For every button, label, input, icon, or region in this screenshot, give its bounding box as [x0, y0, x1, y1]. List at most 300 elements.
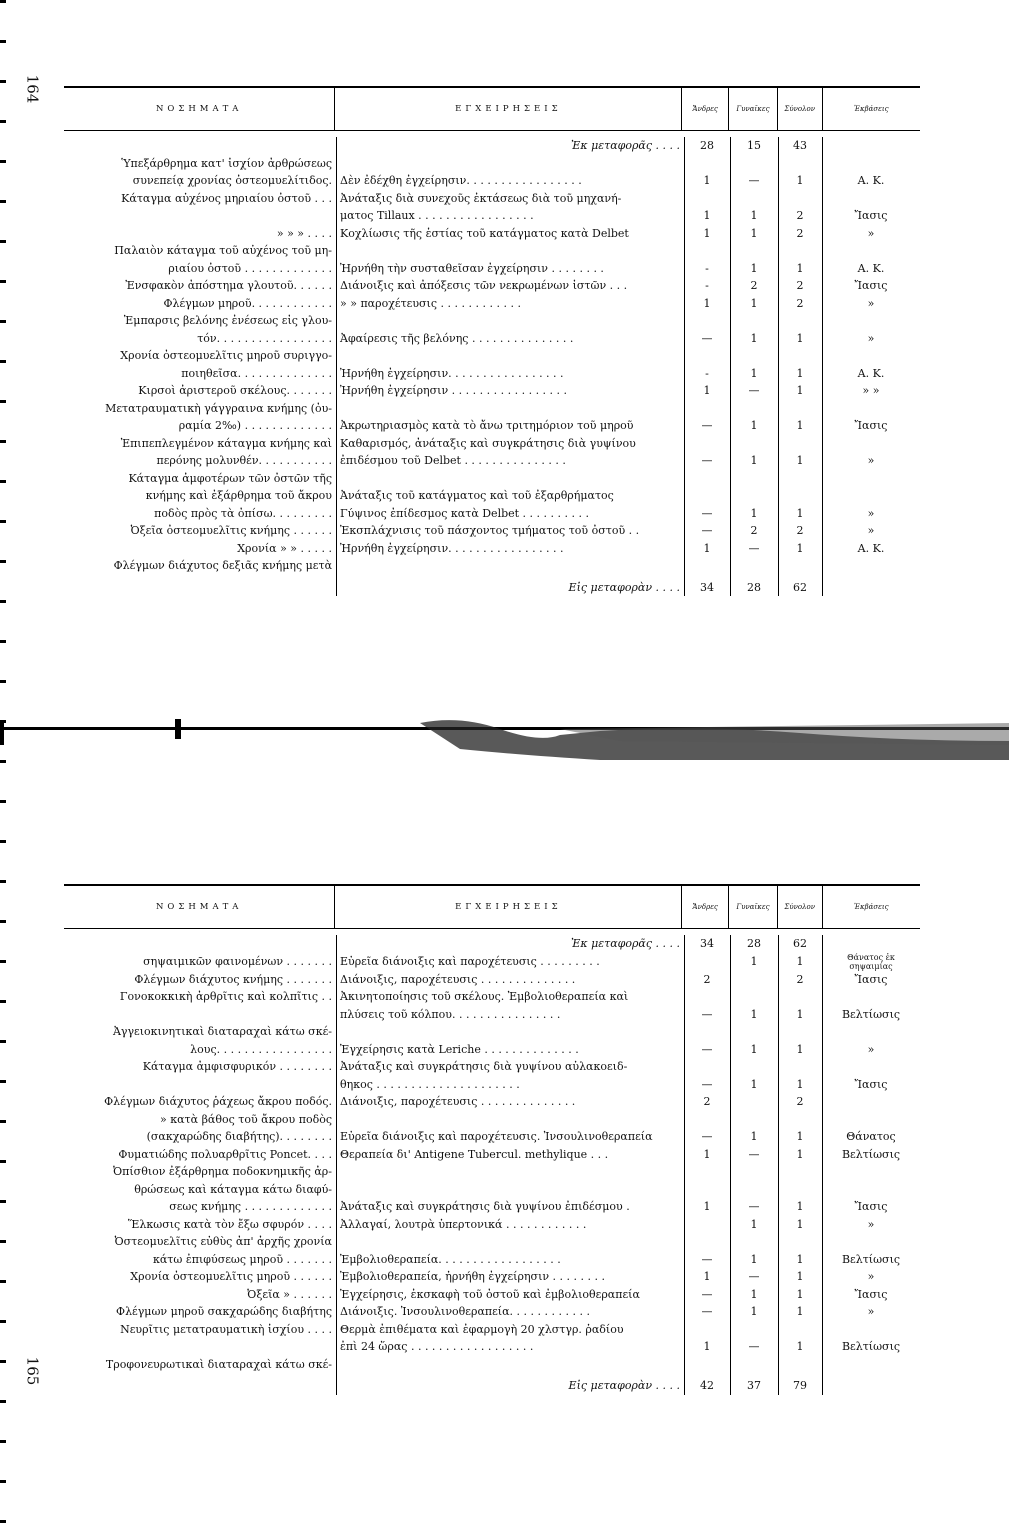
cell-total: [778, 435, 822, 453]
cell-men: —: [701, 331, 713, 345]
cell-men: —: [701, 1042, 713, 1056]
cell-total: 1: [796, 1340, 804, 1353]
cell-operation: Ἐγχείρησις, ἐκσκαφὴ τοῦ ὀστοῦ καὶ ἐμβολιοθεραπεία: [340, 1287, 640, 1301]
cell-operation: » » παροχέτευσις . . . . . . . . . . . .: [340, 296, 521, 310]
scan-edge-marks: [0, 0, 6, 1523]
cell-disease: (σακχαρώδης διαβήτης). . . . . . . .: [146, 1130, 332, 1143]
cell-men: [684, 487, 730, 505]
cell-men: —: [701, 1007, 713, 1021]
header-total: Σύνολον: [778, 88, 823, 130]
top-table-header: [64, 88, 920, 131]
cell-total: 2: [796, 209, 804, 222]
bottom-table-header: [64, 886, 920, 929]
table-row: [64, 225, 920, 243]
cell-disease: Φλέγμων διάχυτος ῥάχεως ἄκρου ποδός.: [104, 1095, 332, 1108]
cell-operation: πλύσεις τοῦ κόλπου. . . . . . . . . . . . . . . .: [340, 1007, 561, 1021]
cell-operation: Ἀφαίρεσις τῆς βελόνης . . . . . . . . . . . . . . .: [340, 331, 574, 345]
cell-operation: Διάνοιξις, παροχέτευσις . . . . . . . . . . . . . .: [340, 1095, 576, 1108]
table-row: [64, 365, 920, 383]
page-number-top: 164: [23, 74, 42, 104]
cell-outcome: Βελτίωσις: [841, 1007, 901, 1021]
cell-total: 2: [796, 279, 804, 292]
cell-outcome: [822, 487, 920, 505]
cell-total: 1: [796, 384, 804, 397]
cell-disease: Κάταγμα ἀμφοτέρων τῶν ὀστῶν τῆς: [128, 471, 332, 485]
cell-outcome: Α. Κ.: [857, 261, 885, 275]
cell-men: 1: [703, 1270, 711, 1283]
cell-operation: [336, 470, 684, 488]
cell-disease: Χρονία » » . . . . .: [237, 541, 332, 555]
cell-women: —: [748, 1270, 760, 1283]
cell-women: [730, 1093, 778, 1111]
cell-operation: Ἀνάταξις καὶ συγκράτησις διὰ γυψίνου αὐλακοειδ-: [340, 1060, 628, 1073]
cell-outcome: [822, 557, 920, 575]
cell-operation: Ἠρνήθη ἐγχείρησιν . . . . . . . . . . . . . . . . .: [340, 384, 568, 397]
cell-men: [684, 190, 730, 208]
cell-operation: Ἀλλαγαί, λουτρὰ ὑπερτονικά . . . . . . . . . . . .: [340, 1217, 587, 1231]
cell-men: —: [701, 524, 713, 537]
cell-total: 2: [796, 524, 804, 537]
cell-disease: σεως κνήμης . . . . . . . . . . . . .: [169, 1200, 332, 1213]
cell-operation: [336, 1356, 684, 1374]
cell-men: 1: [703, 1340, 711, 1353]
cell-women: [730, 1163, 778, 1181]
table-row: [64, 330, 920, 348]
table-row: [64, 137, 920, 155]
table-row: [64, 295, 920, 313]
cell-women: [730, 347, 778, 365]
cell-women: 1: [750, 1007, 758, 1021]
cell-women: [730, 435, 778, 453]
cell-operation: Εἰς μεταφορὰν . . . .: [568, 1379, 680, 1392]
cell-operation: Διάνοιξις καὶ ἀπόξεσις τῶν νεκρωμένων ἱστῶν . . .: [340, 279, 628, 292]
cell-outcome: [822, 312, 920, 330]
cell-men: —: [701, 1305, 713, 1318]
table-row: [64, 452, 920, 470]
table-row: [64, 435, 920, 453]
cell-total: [778, 1163, 822, 1181]
cell-outcome: [822, 1233, 920, 1251]
cell-disease: Φλέγμων μηροῦ σακχαρώδης διαβήτης: [116, 1305, 332, 1318]
cell-operation: ματος Tillaux . . . . . . . . . . . . . . . . .: [340, 209, 534, 222]
cell-operation: [336, 400, 684, 418]
table-row: [64, 172, 920, 190]
cell-outcome: »: [867, 1042, 875, 1056]
cell-women: 1: [750, 1042, 758, 1056]
cell-men: 1: [703, 384, 711, 397]
table-row: [64, 522, 920, 540]
cell-total: [778, 470, 822, 488]
table-row: [64, 1233, 920, 1251]
header-men: Ἄνδρες: [682, 886, 729, 928]
cell-operation: Διάνοιξις. Ἰνσουλινοθεραπεία. . . . . . . . . . . .: [340, 1305, 590, 1318]
cell-total: 1: [796, 454, 804, 467]
cell-women: [730, 487, 778, 505]
cell-outcome: [822, 1023, 920, 1041]
cell-women: 1: [750, 261, 758, 275]
cell-women: [730, 988, 778, 1006]
cell-outcome: [822, 435, 920, 453]
cell-women: [730, 1356, 778, 1374]
cell-men: [684, 1233, 730, 1251]
table-row: [64, 1286, 920, 1304]
cell-men: [684, 347, 730, 365]
cell-total: 1: [796, 1217, 804, 1231]
cell-women: [730, 1181, 778, 1199]
cell-outcome: Θάνατος: [846, 1130, 896, 1143]
cell-outcome: [822, 1093, 920, 1111]
cell-operation: θηκος . . . . . . . . . . . . . . . . . . . . .: [340, 1077, 520, 1091]
cell-total: 1: [796, 1042, 804, 1056]
cell-outcome: Ἴασις: [854, 972, 888, 986]
cell-disease: Ἐμπαρσις βελόνης ἐνέσεως εἰς γλου-: [123, 314, 332, 327]
cell-men: 1: [703, 1147, 711, 1161]
cell-total: [778, 1356, 822, 1374]
cell-disease: » κατὰ βάθος τοῦ ἄκρου ποδὸς: [160, 1112, 332, 1126]
cell-operation: Ἐκ μεταφορᾶς . . . .: [570, 937, 680, 950]
cell-outcome: Α. Κ.: [857, 366, 885, 380]
cell-operation: [336, 155, 684, 173]
cell-disease: Μετατραυματικὴ γάγγραινα κνήμης (ὀυ-: [105, 401, 332, 415]
cell-disease: τόν. . . . . . . . . . . . . . . . .: [197, 331, 332, 345]
cell-total: 79: [793, 1379, 807, 1392]
cell-women: 1: [750, 954, 758, 968]
table-row: [64, 155, 920, 173]
cell-outcome: [822, 579, 920, 597]
table-row: [64, 312, 920, 330]
cell-outcome: Α. Κ.: [857, 541, 885, 555]
cell-disease: ποδὸς πρὸς τὰ ὀπίσω. . . . . . . . .: [154, 506, 332, 520]
cell-outcome: »: [867, 1217, 875, 1231]
cell-disease: ριαίου ὀστοῦ . . . . . . . . . . . . .: [168, 261, 332, 275]
cell-outcome: [822, 137, 920, 155]
cell-total: [778, 1321, 822, 1339]
cell-operation: ἐπὶ 24 ὥρας . . . . . . . . . . . . . . . . . .: [340, 1340, 534, 1353]
cell-disease: κνήμης καὶ ἐξάρθρημα τοῦ ἄκρου: [145, 489, 332, 502]
table-row: [64, 1377, 920, 1395]
cell-outcome: »: [867, 296, 875, 310]
cell-outcome: »: [867, 1305, 875, 1318]
cell-total: [778, 988, 822, 1006]
cell-women: —: [748, 1200, 760, 1213]
cell-outcome: [822, 155, 920, 173]
cell-men: [684, 1058, 730, 1076]
cell-disease: Κιρσοὶ ἀριστεροῦ σκέλους. . . . . . .: [138, 384, 332, 397]
cell-men: —: [701, 419, 713, 432]
cell-disease: Ὀξεῖα » . . . . . .: [247, 1287, 332, 1301]
cell-women: [730, 1233, 778, 1251]
cell-operation: Ἀκρωτηριασμὸς κατὰ τὸ ἄνω τριτημόριον τοῦ μηροῦ: [340, 419, 634, 432]
cell-men: [684, 312, 730, 330]
cell-women: 1: [750, 1305, 758, 1318]
cell-operation: Ἠρνήθη ἐγχείρησιν. . . . . . . . . . . . . . . . .: [340, 366, 564, 380]
cell-outcome: Α. Κ.: [857, 174, 885, 187]
cell-operation: Ἐμβολιοθεραπεία, ἠρνήθη ἐγχείρησιν . . . . . . . .: [340, 1270, 606, 1283]
cell-total: 1: [796, 541, 804, 555]
cell-disease: ποιηθεῖσα. . . . . . . . . . . . . .: [181, 366, 332, 380]
cell-operation: [336, 1181, 684, 1199]
cell-total: 1: [796, 419, 804, 432]
cell-outcome: [822, 988, 920, 1006]
cell-outcome: [822, 935, 920, 953]
bottom-table-body: [64, 929, 920, 1395]
table-row: [64, 1041, 920, 1059]
header-women: Γυναῖκες: [729, 886, 778, 928]
cell-disease: Νευρῖτις μετατραυματικὴ ἰσχίου . . . .: [120, 1322, 332, 1336]
cell-disease: Ὀστεομυελῖτις εὐθὺς ἀπ' ἀρχῆς χρονία: [114, 1235, 332, 1248]
cell-disease: Χρονία ὀστεομυελῖτις μηροῦ συριγγο-: [120, 349, 332, 362]
cell-women: [730, 155, 778, 173]
cell-women: 1: [750, 1287, 758, 1301]
cell-operation: [336, 347, 684, 365]
cell-disease: Φυματιώδης πολυαρθρῖτις Poncet. . . .: [118, 1147, 332, 1161]
cell-women: —: [748, 174, 760, 187]
cell-disease: Φλέγμων μηροῦ. . . . . . . . . . . .: [163, 296, 332, 310]
cell-operation: [336, 312, 684, 330]
cell-men: [684, 1111, 730, 1129]
cell-men: —: [701, 1287, 713, 1301]
cell-total: 1: [796, 954, 804, 968]
cell-operation: Ἀνάταξις διὰ συνεχοῦς ἐκτάσεως διὰ τοῦ μηχανή-: [340, 191, 622, 205]
page-number-bottom: 165: [23, 1356, 42, 1386]
cell-disease: » » » . . . .: [276, 226, 332, 240]
table-row: [64, 190, 920, 208]
cell-men: -: [705, 279, 709, 292]
cell-outcome: Ἴασις: [854, 209, 888, 222]
header-women: Γυναῖκες: [729, 88, 778, 130]
cell-total: 1: [796, 1305, 804, 1318]
cell-women: 1: [750, 366, 758, 380]
cell-total: [778, 1023, 822, 1041]
cell-women: 28: [747, 937, 761, 950]
cell-men: [684, 1023, 730, 1041]
cell-outcome: [822, 1321, 920, 1339]
cell-total: [778, 1233, 822, 1251]
cell-men: 28: [700, 139, 714, 152]
table-row: [64, 1251, 920, 1269]
cell-operation: ἐπιδέσμου τοῦ Delbet . . . . . . . . . . . . . . .: [340, 454, 566, 467]
header-total: Σύνολον: [778, 886, 823, 928]
cell-women: 1: [750, 419, 758, 432]
cell-disease: [64, 137, 336, 155]
cell-operation: Θερμὰ ἐπιθέματα καὶ ἐφαρμογὴ 20 χλστγρ. ῥαδίου: [340, 1322, 624, 1336]
page-fold-shadow: [0, 705, 1009, 760]
cell-men: [684, 1216, 730, 1234]
cell-women: [730, 971, 778, 989]
cell-total: [778, 1181, 822, 1199]
cell-men: [684, 242, 730, 260]
cell-operation: [336, 1233, 684, 1251]
cell-operation: Εὐρεῖα διάνοιξις καὶ παροχέτευσις. Ἰνσουλινοθεραπεία: [340, 1130, 653, 1143]
cell-outcome: [822, 470, 920, 488]
cell-total: 1: [796, 1147, 804, 1161]
cell-outcome: [822, 400, 920, 418]
cell-operation: Ἐμβολιοθεραπεία. . . . . . . . . . . . . . . . . .: [340, 1252, 561, 1266]
cell-women: —: [748, 1340, 760, 1353]
cell-disease: Τροφονευρωτικαὶ διαταραχαὶ κάτω σκέ-: [105, 1357, 332, 1371]
cell-outcome: Ἴασις: [854, 1200, 888, 1213]
cell-operation: [336, 1111, 684, 1129]
cell-men: 1: [703, 226, 711, 240]
cell-women: 1: [750, 1252, 758, 1266]
cell-disease: Φλέγμων διάχυτος κνήμης . . . . . . .: [134, 972, 332, 986]
cell-operation: Διάνοιξις, παροχέτευσις . . . . . . . . . . . . . .: [340, 972, 576, 986]
table-row: [64, 540, 920, 558]
cell-total: [778, 190, 822, 208]
cell-total: 1: [796, 1270, 804, 1283]
cell-men: [684, 470, 730, 488]
cell-operation: [336, 1163, 684, 1181]
table-row: [64, 1181, 920, 1199]
cell-operation: Ἐκ μεταφορᾶς . . . .: [570, 139, 680, 152]
cell-men: [684, 435, 730, 453]
cell-disease: [64, 1338, 336, 1356]
cell-operation: Καθαρισμός, ἀνάταξις καὶ συγκράτησις διὰ γυψίνου: [340, 436, 636, 450]
table-row: [64, 579, 920, 597]
cell-women: —: [748, 541, 760, 555]
cell-women: 1: [750, 296, 758, 310]
cell-disease: Ὀξεῖα ὀστεομυελῖτις κνήμης . . . . . .: [130, 524, 332, 537]
cell-disease: Ἕλκωσις κατὰ τὸν ἔξω σφυρόν . . . .: [128, 1217, 332, 1231]
cell-outcome: Ἴασις: [854, 1077, 888, 1091]
cell-total: [778, 242, 822, 260]
header-men: Ἄνδρες: [682, 88, 729, 130]
cell-total: 1: [796, 506, 804, 520]
table-row: [64, 935, 920, 953]
cell-women: 15: [747, 139, 761, 152]
cell-disease: [64, 579, 336, 597]
cell-men: [684, 1181, 730, 1199]
cell-women: [730, 312, 778, 330]
cell-men: 1: [703, 1200, 711, 1213]
cell-men: —: [701, 1252, 713, 1266]
cell-total: 1: [796, 1200, 804, 1213]
cell-disease: [64, 1006, 336, 1024]
header-diseases: ΝΟΣΗΜΑΤΑ: [64, 886, 335, 928]
cell-disease: συνεπείᾳ χρονίας ὀστεομυελίτιδος.: [132, 174, 332, 187]
cell-outcome: [822, 347, 920, 365]
cell-disease: περόνης μολυνθέν. . . . . . . . . . .: [156, 454, 332, 467]
cell-operation: Ἐγχείρησις κατὰ Leriche . . . . . . . . . . . . . .: [340, 1042, 579, 1056]
cell-women: 2: [750, 524, 758, 537]
table-row: [64, 1338, 920, 1356]
cell-operation: Εὐρεῖα διάνοιξις καὶ παροχέτευσις . . . . . . . . .: [340, 954, 600, 968]
cell-operation: [336, 1023, 684, 1041]
cell-operation: Ἀκινητοποίησις τοῦ σκέλους. Ἐμβολιοθεραπεία καὶ: [340, 990, 629, 1003]
cell-women: [730, 1058, 778, 1076]
cell-total: 62: [793, 580, 807, 594]
table-row: [64, 382, 920, 400]
cell-outcome: » »: [862, 384, 880, 397]
cell-men: 1: [703, 209, 711, 222]
cell-men: [684, 988, 730, 1006]
cell-outcome: [822, 1356, 920, 1374]
cell-women: 1: [750, 226, 758, 240]
table-row: [64, 1076, 920, 1094]
table-row: [64, 1093, 920, 1111]
cell-men: —: [701, 1077, 713, 1091]
cell-operation: Θεραπεία δι' Antigene Tubercul. methylique . . .: [340, 1147, 609, 1161]
cell-women: 37: [747, 1379, 761, 1392]
cell-women: [730, 190, 778, 208]
cell-outcome: »: [867, 226, 875, 240]
cell-outcome: Ἴασις: [854, 1287, 888, 1301]
cell-men: 42: [700, 1379, 714, 1392]
cell-total: [778, 347, 822, 365]
cell-disease: θρώσεως καὶ κάταγμα κάτω διαφύ-: [134, 1182, 332, 1196]
cell-total: 2: [796, 1095, 804, 1108]
table-row: [64, 953, 920, 971]
cell-women: [730, 242, 778, 260]
table-row: [64, 1163, 920, 1181]
cell-total: 1: [796, 366, 804, 380]
cell-outcome: »: [867, 524, 875, 537]
cell-disease: κάτω ἐπιφύσεως μηροῦ . . . . . . .: [153, 1252, 332, 1266]
cell-total: [778, 1111, 822, 1129]
cell-disease: Χρονία ὀστεομυελῖτις μηροῦ . . . . . .: [130, 1270, 332, 1283]
header-operations: ΕΓΧΕΙΡΗΣΕΙΣ: [335, 886, 682, 928]
header-outcome: Ἐκβάσεις: [854, 903, 889, 911]
cell-women: [730, 1023, 778, 1041]
cell-outcome: [822, 1058, 920, 1076]
cell-men: [684, 1321, 730, 1339]
cell-men: [684, 400, 730, 418]
cell-disease: Φλέγμων διάχυτος δεξιᾶς κνήμης μετὰ: [113, 559, 332, 572]
cell-women: 28: [747, 580, 761, 594]
cell-men: —: [701, 454, 713, 467]
table-row: [64, 347, 920, 365]
table-row: [64, 971, 920, 989]
cell-women: 1: [750, 506, 758, 520]
cell-disease: [64, 207, 336, 225]
table-row: [64, 1023, 920, 1041]
cell-total: [778, 1058, 822, 1076]
cell-total: [778, 312, 822, 330]
table-row: [64, 1356, 920, 1374]
table-row: [64, 1128, 920, 1146]
cell-total: 62: [793, 937, 807, 950]
cell-outcome: »: [867, 454, 875, 467]
cell-outcome: [822, 190, 920, 208]
cell-disease: Ἐπιπεπλεγμένον κάταγμα κνήμης καὶ: [120, 436, 332, 450]
table-row: [64, 988, 920, 1006]
cell-women: 2: [750, 279, 758, 292]
cell-total: 1: [796, 1130, 804, 1143]
top-table: [64, 86, 920, 596]
cell-men: [684, 1356, 730, 1374]
cell-disease: [64, 1076, 336, 1094]
cell-women: [730, 1321, 778, 1339]
table-row: [64, 277, 920, 295]
cell-women: 1: [750, 1217, 758, 1231]
cell-outcome: »: [867, 1270, 875, 1283]
cell-total: [778, 487, 822, 505]
cell-operation: Ἐκσπλάχνισις τοῦ πάσχοντος τμήματος τοῦ ὀστοῦ . .: [340, 524, 640, 537]
table-row: [64, 417, 920, 435]
table-row: [64, 1146, 920, 1164]
table-row: [64, 1058, 920, 1076]
cell-women: 1: [750, 1130, 758, 1143]
cell-outcome: Βελτίωσις: [841, 1147, 901, 1161]
cell-operation: [336, 242, 684, 260]
header-operations: ΕΓΧΕΙΡΗΣΕΙΣ: [335, 88, 682, 130]
cell-total: 1: [796, 1007, 804, 1021]
table-row: [64, 505, 920, 523]
cell-women: 1: [750, 331, 758, 345]
cell-women: —: [748, 1147, 760, 1161]
cell-men: [684, 557, 730, 575]
bottom-table: [64, 884, 920, 1395]
